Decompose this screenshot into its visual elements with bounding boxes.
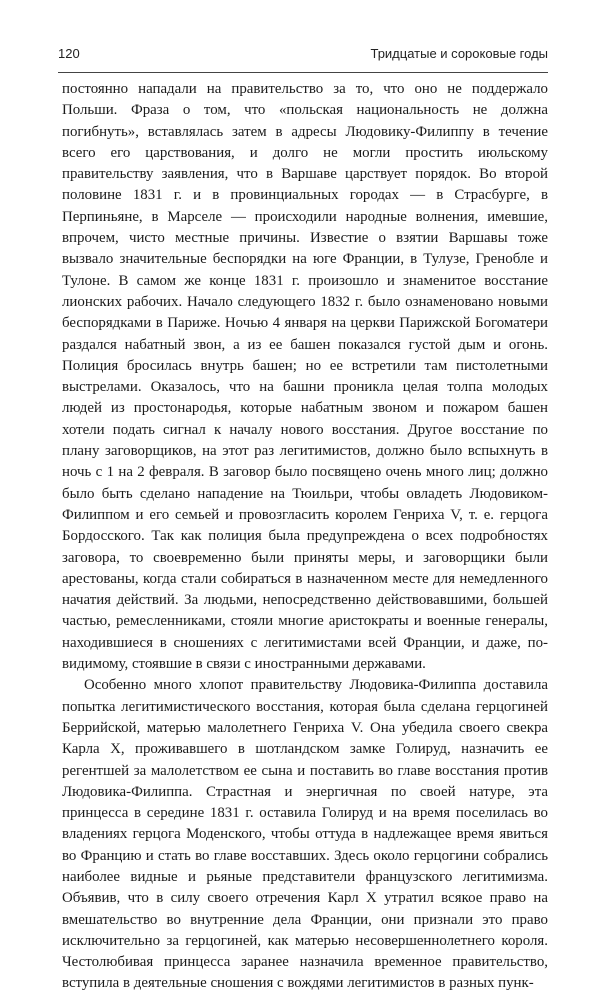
page-number: 120 [58, 46, 80, 61]
body-text [62, 79, 548, 995]
page-header [58, 46, 548, 68]
paragraph: постоянно нападали на правительство за то, что оно не поддержало Польши. Фраза о том, что «польская национальность не должна погибнуть», вставлялась затем в адресы Людовику-Филиппу в течение всего его царствования, и долго не могли простить июльскому правительству заявления, что в Варшаве царствует порядок. Во второй половине 1831 г. и в провинциальных городах — в Страсбурге, в Перпиньяне, в Марселе — происходили народные волнения, имевшие, впрочем, чисто местные причины. Известие о взятии Варшавы тоже вызвало значительные беспорядки на юге Франции, в Тулузе, Гренобле и Тулоне. В самом же конце 1831 г. произошло и знаменитое восстание лионских рабочих. Начало следующего 1832 г. было ознаменовано новыми беспорядками в Париже. Ночью 4 января на церкви Парижской Богоматери раздался набатный звон, а из ее башен показался густой дым и огонь. Полиция бросилась внутрь башен; но ее встретили там пистолетными выстрелами. Оказалось, что на башни проникла целая толпа молодых людей из простонародья, которые набатным звоном и пожаром башен хотели подать сигнал к началу нового восстания. Другое восстание по плану заговорщиков, на этот раз легитимистов, должно было вспыхнуть в ночь с 1 на 2 февраля. В заговор было посвящено очень много лиц; должно было быть сделано нападение на Тюильри, чтобы овладеть Людовиком-Филиппом и его семьей и провозгласить королем Генриха V, т. е. герцога Бордосского. Так как полиция была предупреждена о всех подробностях заговора, то своевременно были приняты меры, и заговорщики были арестованы, когда стали собираться в назначенном месте для немедленного начатия действий. За людьми, непосредственно действовавшими, большей частью, ремесленниками, стояли многие аристократы и военные генералы, находившиеся в сношениях с легитимистами всей Франции, и даже, по-видимому, стоявшие в связи с иностранными державами. [62, 81, 548, 673]
running-head: Тридцатые и сороковые годы [370, 46, 548, 61]
header-rule [58, 72, 548, 73]
paragraph: Особенно много хлопот правительству Людовика-Филиппа доставила попытка легитимистического восстания, которая была сделана герцогиней Беррийской, матерью малолетнего Генриха V. Она убедила своего свекра Карла X, проживавшего в шотландском замке Голируд, назначить ее регентшей за малолетством ее сына и поставить во главе восстания против Людовика-Филиппа. Страстная и энергичная по своей натуре, эта принцесса в середине 1831 г. оставила Голируд и на время поселилась во владениях герцога Моденского, чтобы оттуда в надлежащее время явиться во Францию и стать во главе восставших. Здесь около герцогини собрались наиболее видные и рьяные представители французского легитимизма. Объявив, что в силу своего отречения Карл X утратил всякое право на вмешательство во внутренние дела Франции, они признали это право исключительно за герцогиней, как матерью несовершеннолетнего короля. Честолюбивая принцесса заранее назначила временное правительство, вступила в деятельные сношения с вождями легитимистов в разных пунк- [62, 677, 548, 992]
